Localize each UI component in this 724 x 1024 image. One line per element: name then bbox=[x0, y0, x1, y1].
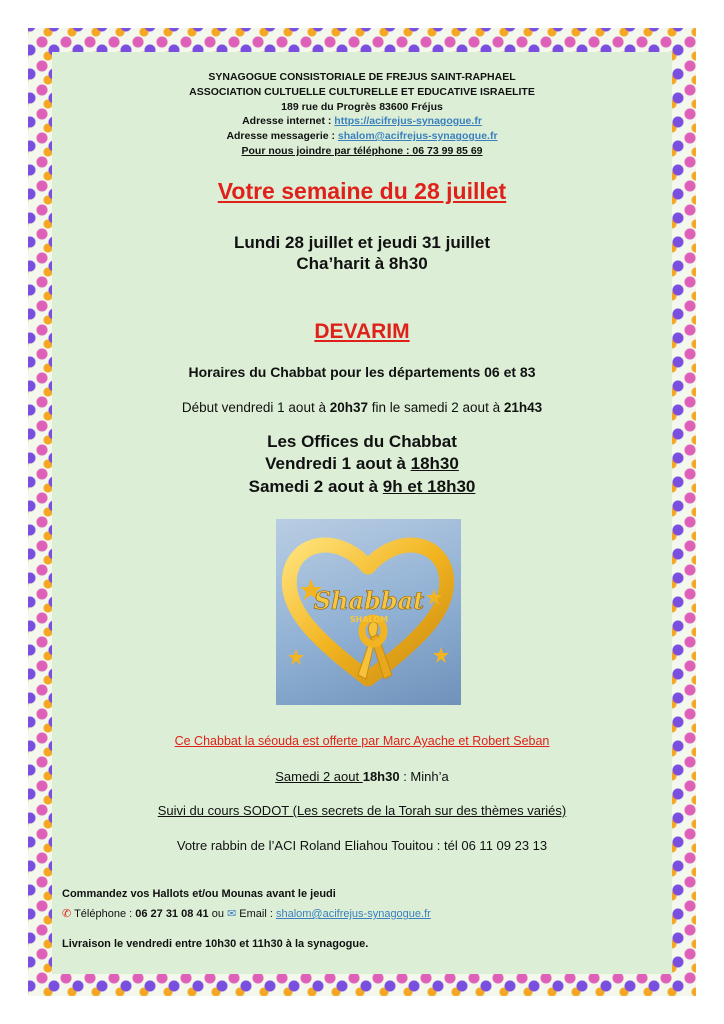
header-association: ASSOCIATION CULTUELLE CULTURELLE ET EDUCATIVE ISRAELITE bbox=[189, 86, 535, 98]
order-contact bbox=[62, 907, 431, 920]
email-label: Adresse messagerie : bbox=[226, 130, 338, 142]
email-link[interactable]: shalom@acifrejus-synagogue.fr bbox=[337, 130, 498, 142]
email-label-2: Email : bbox=[236, 908, 276, 920]
shabbat-hours-title: Horaires du Chabbat pour les départements 06 et 83 bbox=[188, 364, 536, 380]
saturday-prefix: Samedi 2 aout à bbox=[248, 477, 383, 496]
friday-prefix: Vendredi 1 aout à bbox=[265, 454, 411, 473]
start-time: 20h37 bbox=[329, 400, 368, 415]
weekday-line-2: Cha’harit à 8h30 bbox=[296, 254, 428, 273]
flyer-page bbox=[52, 52, 672, 974]
phone-label: Téléphone : bbox=[74, 908, 136, 920]
order-title: Commandez vos Hallots et/ou Mounas avant le jeudi bbox=[62, 888, 336, 900]
rabbin-line: Votre rabbin de l’ACI Roland Eliahou Touitou : tél 06 11 09 23 13 bbox=[176, 838, 548, 853]
end-prefix: fin le samedi 2 aout à bbox=[368, 400, 504, 415]
image-sub-text: SHALOM bbox=[349, 615, 389, 624]
minha-time: 18h30 bbox=[362, 769, 400, 784]
header-phone: Pour nous joindre par téléphone : 06 73 99 85 69 bbox=[241, 145, 483, 157]
cours-line: Suivi du cours SODOT (Les secrets de la Torah sur des thèmes variés) bbox=[157, 803, 567, 818]
minha-line bbox=[52, 769, 672, 784]
minha-prefix: Samedi 2 aout bbox=[275, 769, 363, 784]
header-internet bbox=[52, 114, 672, 130]
or-text: ou bbox=[208, 908, 227, 920]
offices-friday bbox=[52, 453, 672, 474]
offices-saturday bbox=[52, 476, 672, 497]
header-email bbox=[52, 129, 672, 145]
parasha-title: DEVARIM bbox=[314, 320, 410, 343]
week-title: Votre semaine du 28 juillet bbox=[217, 178, 507, 204]
image-script-text: Shabbat bbox=[313, 586, 425, 615]
saturday-time: 9h et 18h30 bbox=[382, 477, 476, 496]
phone-icon: ✆ bbox=[62, 908, 72, 920]
end-time: 21h43 bbox=[503, 400, 543, 415]
email-icon: ✉ bbox=[227, 908, 237, 920]
header-synagogue: SYNAGOGUE CONSISTORIALE DE FREJUS SAINT-RAPHAEL bbox=[208, 71, 516, 83]
weekday-line-1: Lundi 28 juillet et jeudi 31 juillet bbox=[234, 233, 490, 252]
offices-title: Les Offices du Chabbat bbox=[267, 432, 457, 451]
shabbat-shalom-image bbox=[276, 519, 461, 705]
header-address: 189 rue du Progrès 83600 Fréjus bbox=[281, 101, 443, 113]
heart-ribbon-illustration bbox=[276, 519, 461, 705]
start-prefix: Début vendredi 1 aout à bbox=[181, 400, 330, 415]
delivery-note: Livraison le vendredi entre 10h30 et 11h30 à la synagogue. bbox=[62, 938, 369, 950]
minha-suffix: : Minh’a bbox=[399, 769, 449, 784]
order-email[interactable]: shalom@acifrejus-synagogue.fr bbox=[275, 908, 431, 920]
friday-time: 18h30 bbox=[410, 454, 459, 473]
seouda-notice: Ce Chabbat la séouda est offerte par Marc Ayache et Robert Seban bbox=[174, 734, 550, 748]
internet-label: Adresse internet : bbox=[242, 115, 335, 127]
internet-link[interactable]: https://acifrejus-synagogue.fr bbox=[334, 115, 482, 127]
shabbat-times bbox=[52, 400, 672, 415]
order-phone[interactable]: 06 27 31 08 41 bbox=[135, 908, 209, 920]
